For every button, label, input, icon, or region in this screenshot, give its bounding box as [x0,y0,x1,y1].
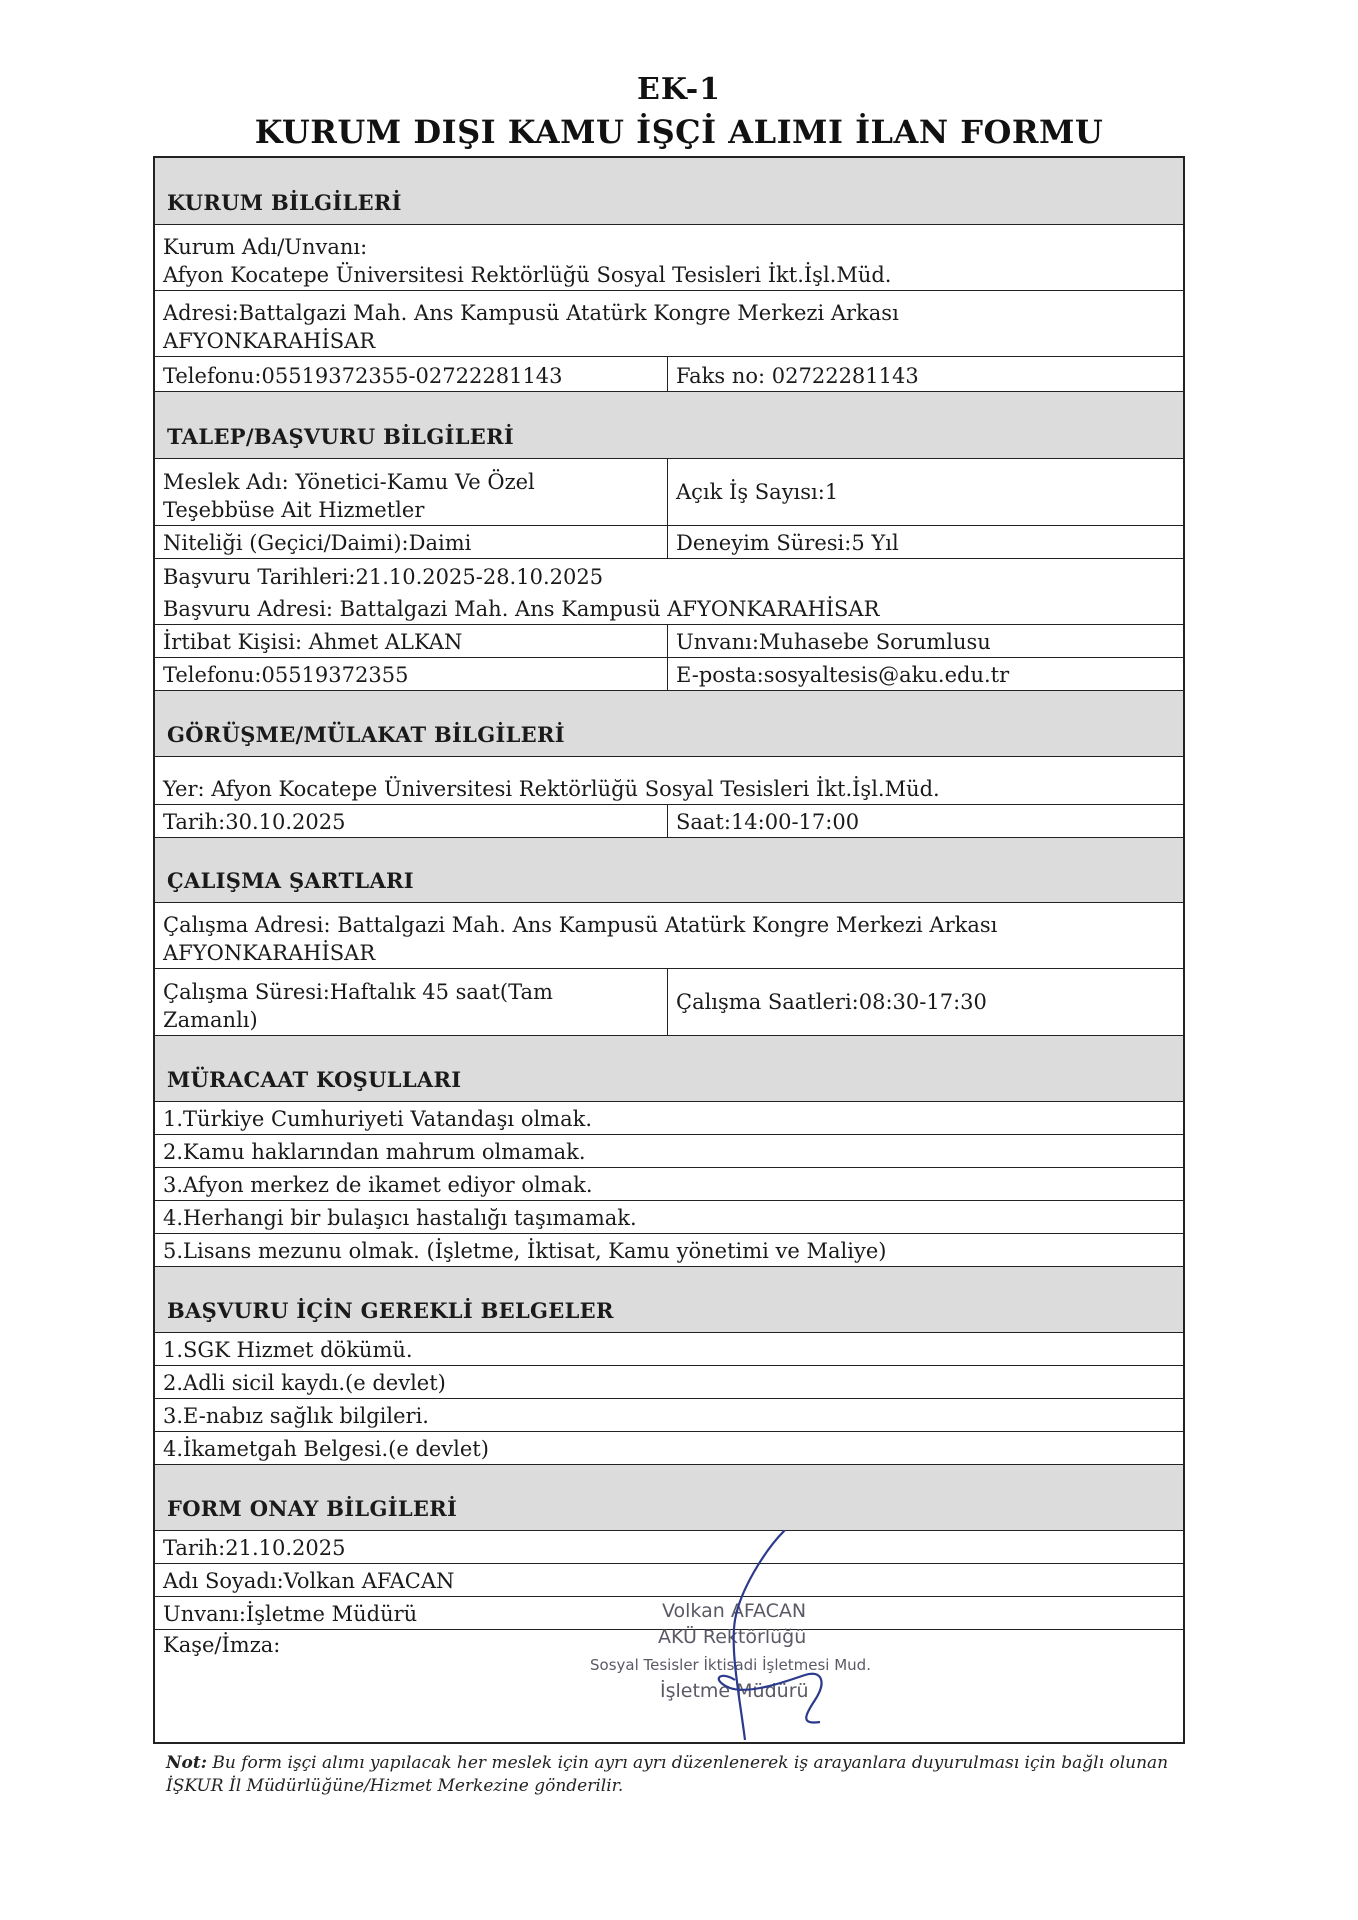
gorusme-yer-row [155,757,1183,805]
gorusme-zaman-row [155,805,1183,838]
nitelik: Niteliği (Geçici/Daimi):Daimi [163,531,472,555]
section-title: KURUM BİLGİLERİ [167,190,402,215]
gorusme-yer: Yer: Afyon Kocatepe Üniversitesi Rektörlüğü Sosyal Tesisleri İkt.İşl.Müd. [163,777,940,801]
kurum-name-row [155,225,1183,291]
gorusme-tarih: Tarih:30.10.2025 [163,810,346,834]
acik-is-sayisi: Açık İş Sayısı:1 [676,479,839,504]
section-talep-header [155,392,1183,459]
section-calisma-header [155,838,1183,903]
kosul-3: 3.Afyon merkez de ikamet ediyor olmak. [163,1173,593,1197]
list-item [155,1366,1183,1399]
list-item [155,1432,1183,1465]
talep-meslek-row [155,459,1183,526]
section-muracaat-header [155,1036,1183,1102]
onay-unvan: Unvanı:İşletme Müdürü [163,1602,418,1626]
kurum-contact-row [155,357,1183,392]
meslek-line2: Teşebbüse Ait Hizmetler [163,498,425,522]
belge-4: 4.İkametgah Belgesi.(e devlet) [163,1437,489,1461]
kurum-name: Afyon Kocatepe Üniversitesi Rektörlüğü Sosyal Tesisleri İkt.İşl.Müd. [163,263,892,287]
irtibat-telefon: Telefonu:05519372355 [163,663,409,687]
kosul-4: 4.Herhangi bir bulaşıcı hastalığı taşımamak. [163,1206,637,1230]
calisma-adres-line2: AFYONKARAHİSAR [163,941,376,965]
talep-tarih-row [155,559,1183,592]
talep-irtibat-row [155,625,1183,658]
talep-iletisim-row [155,658,1183,691]
section-belgeler-header [155,1267,1183,1333]
list-item [155,1201,1183,1234]
section-title: FORM ONAY BİLGİLERİ [167,1496,458,1521]
onay-kase-imza: Kaşe/İmza: [163,1633,281,1657]
kosul-1: 1.Türkiye Cumhuriyeti Vatandaşı olmak. [163,1107,593,1131]
belge-2: 2.Adli sicil kaydı.(e devlet) [163,1371,446,1395]
official-stamp [590,1590,930,1760]
list-item [155,1168,1183,1201]
section-title: GÖRÜŞME/MÜLAKAT BİLGİLERİ [167,722,565,747]
section-title: ÇALIŞMA ŞARTLARI [167,868,414,893]
kosul-5: 5.Lisans mezunu olmak. (İşletme, İktisat, Kamu yönetimi ve Maliye) [163,1239,887,1263]
irtibat-eposta: E-posta:sosyaltesis@aku.edu.tr [676,663,1010,687]
meslek-line1: Meslek Adı: Yönetici-Kamu Ve Özel [163,470,535,494]
calisma-saatleri: Çalışma Saatleri:08:30-17:30 [676,989,987,1014]
list-item [155,1102,1183,1135]
gorusme-saat: Saat:14:00-17:00 [676,810,860,834]
list-item [155,1234,1183,1267]
section-title: BAŞVURU İÇİN GEREKLİ BELGELER [167,1298,614,1323]
section-gorusme-header [155,691,1183,757]
kosul-2: 2.Kamu haklarından mahrum olmamak. [163,1140,586,1164]
kurum-address-line1: Adresi:Battalgazi Mah. Ans Kampusü Atatürk Kongre Merkezi Arkası [163,301,899,325]
section-kurum-header [155,158,1183,225]
calisma-sure-row [155,969,1183,1036]
note-text: Bu form işçi alımı yapılacak her meslek için ayrı ayrı düzenlenerek iş arayanlara duyurulması için bağlı olunan İŞKUR İl Müdürlüğüne/Hizmet Merkezine gönderilir. [166,1753,1169,1796]
onay-tarih: Tarih:21.10.2025 [163,1536,346,1560]
irtibat-kisisi: İrtibat Kişisi: Ahmet ALKAN [163,630,463,654]
calisma-suresi-line1: Çalışma Süresi:Haftalık 45 saat(Tam [163,980,553,1004]
signature-icon [590,1530,930,1760]
talep-nitelik-row [155,526,1183,559]
list-item [155,1333,1183,1366]
form-title: KURUM DIŞI KAMU İŞÇİ ALIMI İLAN FORMU [254,113,1104,151]
section-onay-header [155,1465,1183,1531]
basvuru-tarihleri: Başvuru Tarihleri:21.10.2025-28.10.2025 [163,565,604,589]
stamp-name: Volkan AFACAN [662,1600,807,1622]
footnote [166,1752,1226,1798]
calisma-adres-line1: Çalışma Adresi: Battalgazi Mah. Ans Kampusü Atatürk Kongre Merkezi Arkası [163,913,998,937]
section-title: TALEP/BAŞVURU BİLGİLERİ [167,424,514,449]
kurum-name-label: Kurum Adı/Unvanı: [163,235,368,259]
annex-label: EK-1 [636,72,722,107]
basvuru-adresi: Başvuru Adresi: Battalgazi Mah. Ans Kampusü AFYONKARAHİSAR [163,597,880,621]
list-item [155,1399,1183,1432]
belge-1: 1.SGK Hizmet dökümü. [163,1338,413,1362]
kurum-phone: Telefonu:05519372355-02722281143 [163,364,563,388]
job-posting-form [153,156,1185,1744]
stamp-institution: AKÜ Rektörlüğü [658,1626,807,1648]
kurum-address-row [155,291,1183,357]
section-title: MÜRACAAT KOŞULLARI [167,1067,462,1092]
calisma-suresi-line2: Zamanlı) [163,1008,258,1032]
talep-adres-row [155,592,1183,625]
onay-ad-soyad: Adı Soyadı:Volkan AFACAN [163,1569,455,1593]
stamp-title: İşletme Müdürü [660,1680,809,1702]
stamp-unit: Sosyal Tesisler İktisadi İşletmesi Mud. [590,1656,871,1674]
belge-3: 3.E-nabız sağlık bilgileri. [163,1404,429,1428]
note-label: Not: [166,1753,208,1773]
calisma-adres-row [155,903,1183,969]
kurum-address-line2: AFYONKARAHİSAR [163,329,376,353]
irtibat-unvan: Unvanı:Muhasebe Sorumlusu [676,630,991,654]
kurum-fax: Faks no: 02722281143 [676,364,919,388]
list-item [155,1135,1183,1168]
deneyim-suresi: Deneyim Süresi:5 Yıl [676,531,899,555]
